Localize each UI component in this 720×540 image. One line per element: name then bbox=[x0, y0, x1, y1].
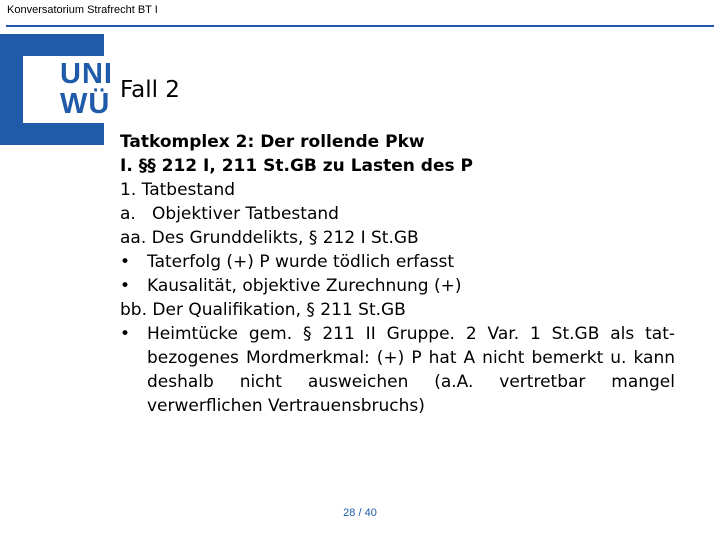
logo-text-line-1: UNI bbox=[60, 58, 113, 90]
bullet-text: Taterfolg (+) P wurde tödlich erfasst bbox=[147, 252, 455, 272]
content-line-qualifikation: bb. Der Qualifikation, § 211 St.GB bbox=[120, 300, 406, 320]
bullet-item-taterfolg bbox=[120, 250, 675, 274]
content-line-tatkomplex: Tatkomplex 2: Der rollende Pkw bbox=[120, 132, 425, 152]
bullet-marker: • bbox=[120, 252, 131, 272]
content-line-grunddelikt: aa. Des Grunddelikts, § 212 I St.GB bbox=[120, 228, 419, 248]
bullet-text: Kausalität, objektive Zurechnung (+) bbox=[147, 276, 462, 296]
bullet-item-heimtuecke bbox=[120, 322, 675, 418]
slide-content bbox=[120, 130, 675, 418]
logo-text-line-2: WÜ bbox=[60, 88, 111, 120]
content-line-tatbestand: 1. Tatbestand bbox=[120, 180, 236, 200]
bullet-marker: • bbox=[120, 276, 131, 296]
content-line-objektiver: a. Objektiver Tatbestand bbox=[120, 204, 339, 224]
bullet-text: Heimtücke gem. § 211 II Gruppe. 2 Var. 1 St.GB als tat-bezogenes Mordmerkmal: (+) P hat A nicht bemerkt u. kann deshalb nicht ausweichen (a.A. vertretbar mangel verwerflichen Vertrauensbruchs) bbox=[147, 324, 675, 416]
bullet-item-kausalitaet bbox=[120, 274, 675, 298]
header-title: Konversatorium Strafrecht BT I bbox=[7, 4, 158, 16]
bullet-marker: • bbox=[120, 324, 131, 344]
content-line-section-i: I. §§ 212 I, 211 St.GB zu Lasten des P bbox=[120, 156, 473, 176]
header-divider bbox=[6, 25, 714, 27]
page-number: 28 / 40 bbox=[343, 507, 377, 519]
slide-title: Fall 2 bbox=[120, 77, 180, 103]
